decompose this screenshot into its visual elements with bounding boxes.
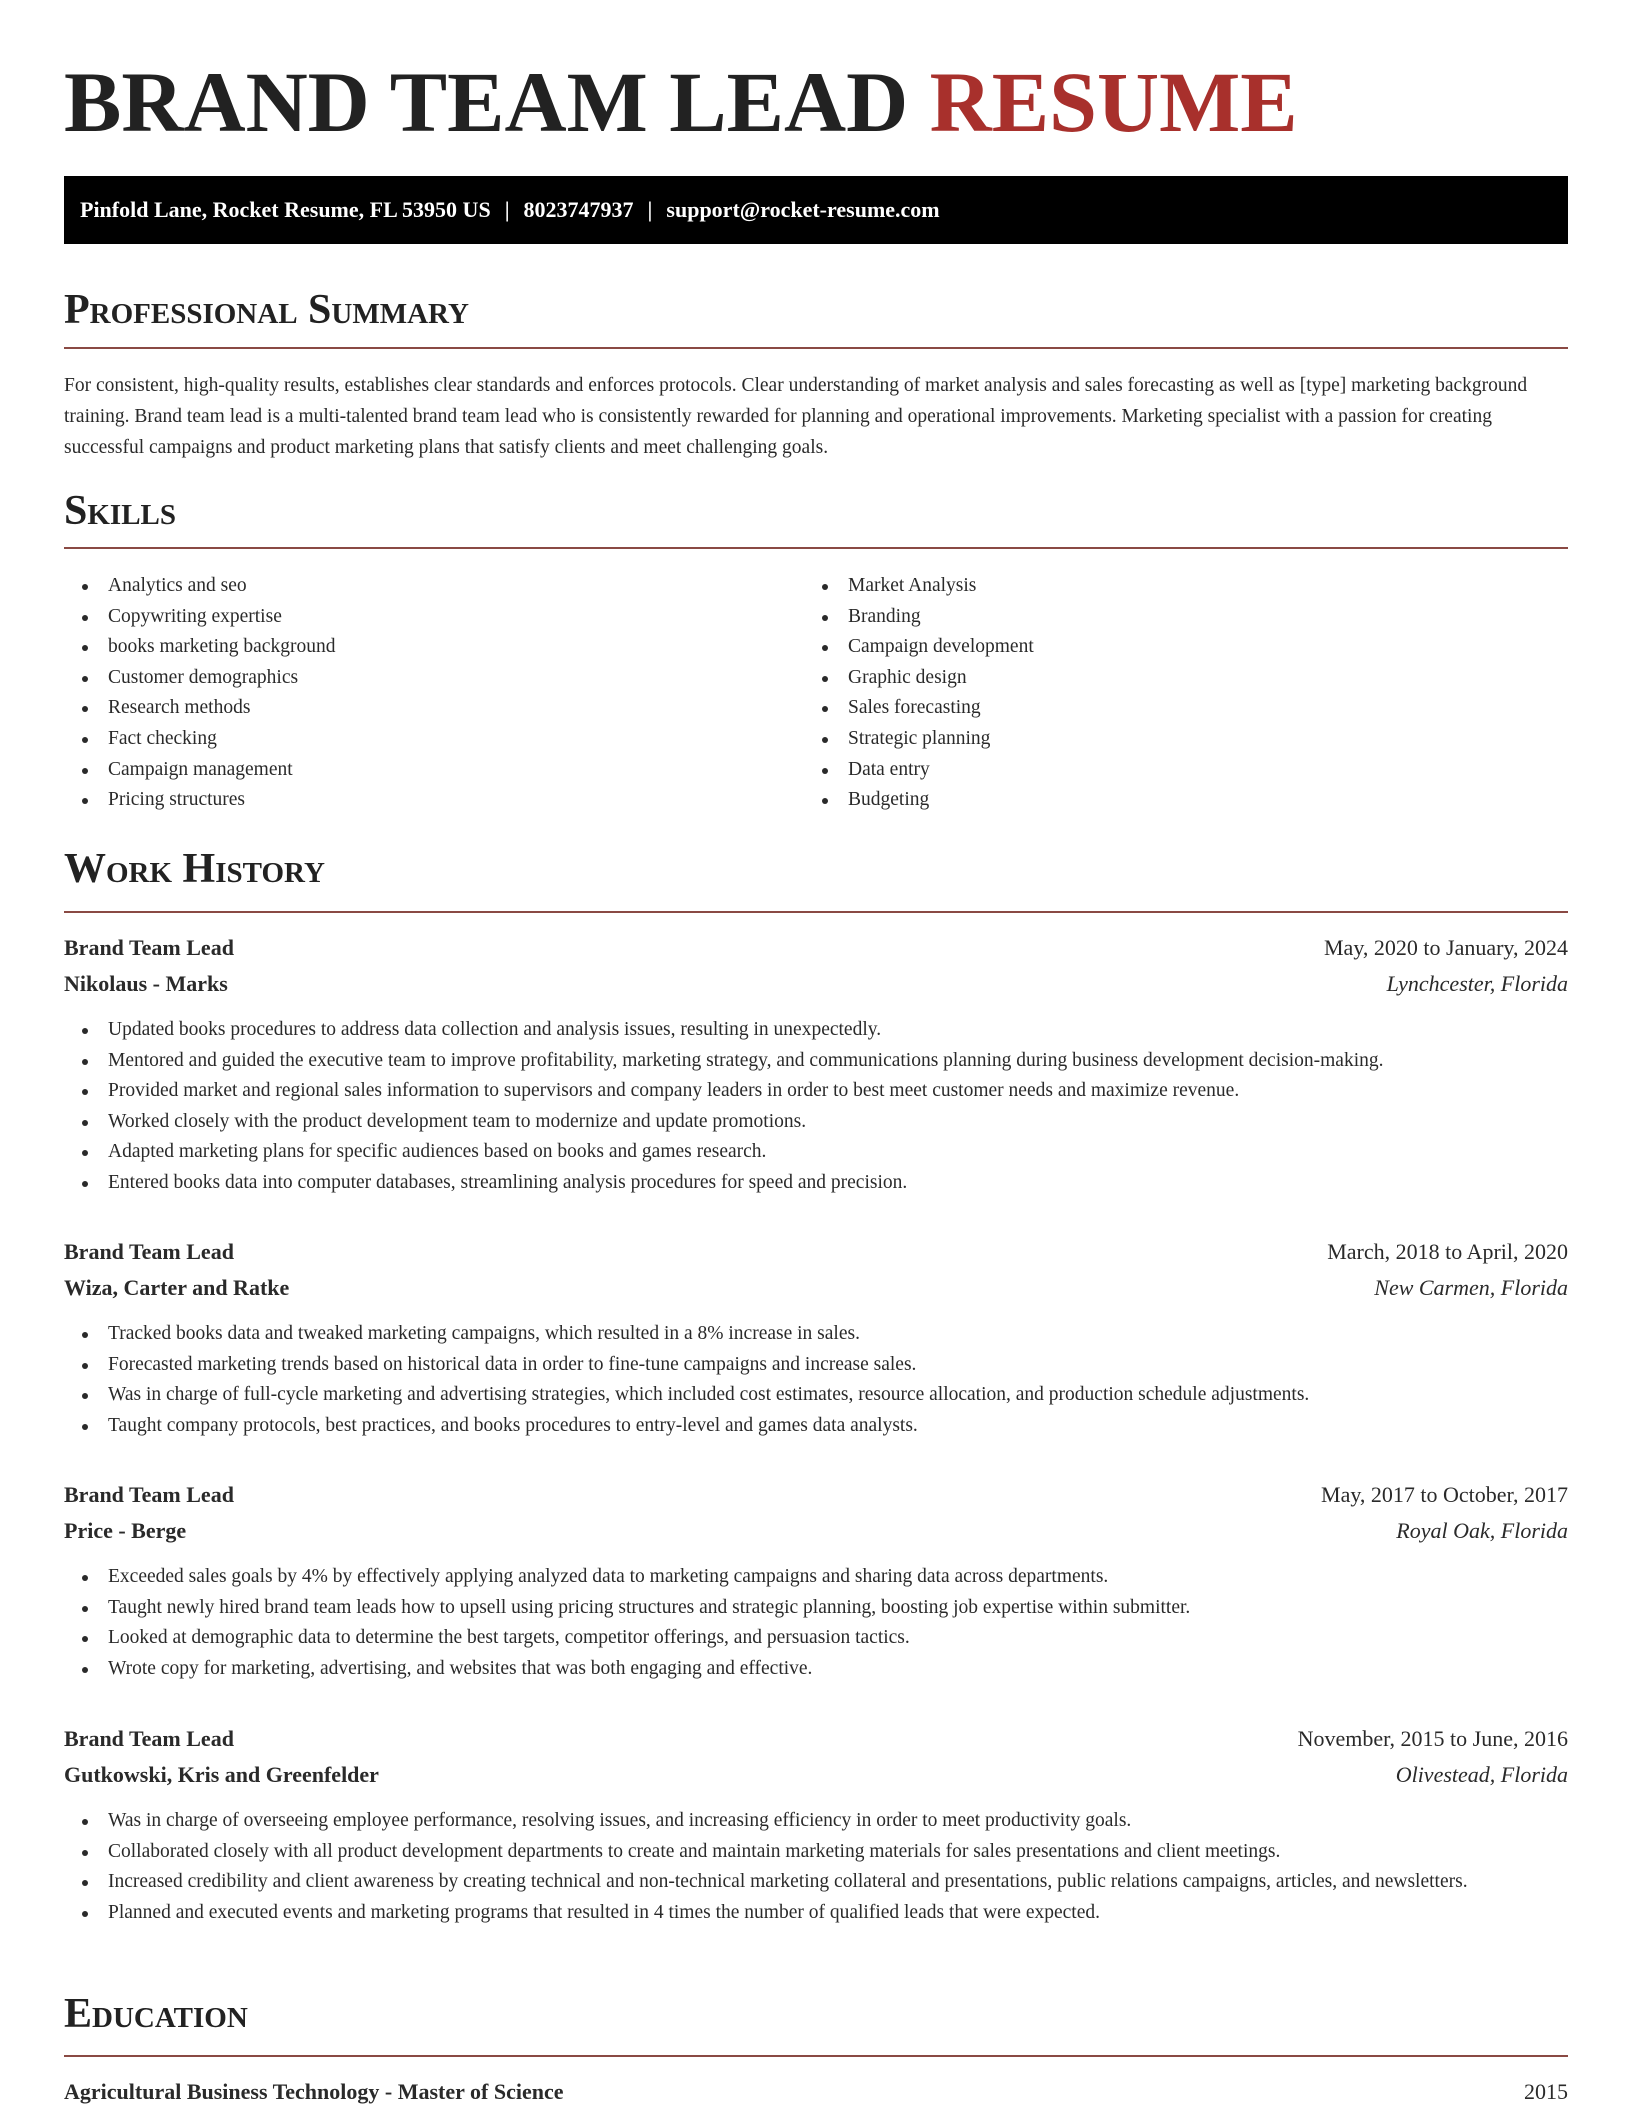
- job-dates: March, 2018 to April, 2020: [1327, 1239, 1568, 1264]
- summary-text: For consistent, high-quality results, establishes clear standards and enforces protocols. Clear understanding of market analysis and sales forecasting as well as [type] marketing background training. Brand team lead is a multi-talented brand team lead who is consistently rewarded for planning and operational improvements. Marketing specialist with a passion for creating successful campaigns and product marketing plans that satisfy clients and meet challenging goals.: [64, 375, 1528, 458]
- education-degree: Agricultural Business Technology - Master of Science: [64, 2079, 564, 2104]
- job-bullets: [64, 1319, 1568, 1441]
- job-bullets: [64, 1015, 1568, 1199]
- job-bullet: Taught company protocols, best practices, and books procedures to entry-level and games data analysts.: [64, 1411, 1568, 1442]
- skill-item: Sales forecasting: [804, 693, 1504, 724]
- page-title: [64, 56, 1298, 148]
- job-entry: [64, 1721, 1568, 1928]
- job-location: Royal Oak, Florida: [1396, 1518, 1568, 1543]
- job-bullet: Collaborated closely with all product development departments to create and maintain marketing materials for sales presentations and client meetings.: [64, 1837, 1568, 1868]
- job-bullet: Mentored and guided the executive team to improve profitability, marketing strategy, and communications planning during business development decision-making.: [64, 1046, 1568, 1077]
- contact-phone: 8023747937: [523, 197, 634, 222]
- job-title: Brand Team Lead: [64, 1239, 234, 1264]
- skill-item: Pricing structures: [64, 785, 764, 816]
- job-bullet: Taught newly hired brand team leads how to upsell using pricing structures and strategic planning, boosting job expertise within submitter.: [64, 1593, 1568, 1624]
- contact-separator: |: [504, 197, 510, 222]
- job-bullets: [64, 1562, 1568, 1684]
- contact-email[interactable]: support@rocket-resume.com: [666, 197, 940, 222]
- education-entry: [64, 2074, 1568, 2110]
- skill-item: Strategic planning: [804, 724, 1504, 755]
- skill-item: books marketing background: [64, 632, 764, 663]
- job-bullet: Updated books procedures to address data collection and analysis issues, resulting in unexpectedly.: [64, 1015, 1568, 1046]
- job-bullet: Increased credibility and client awareness by creating technical and non-technical marketing collateral and presentations, public relations campaigns, articles, and newsletters.: [64, 1867, 1568, 1898]
- job-title: Brand Team Lead: [64, 1726, 234, 1751]
- job-bullet: Was in charge of full-cycle marketing and advertising strategies, which included cost estimates, resource allocation, and production schedule adjustments.: [64, 1380, 1568, 1411]
- job-bullet: Adapted marketing plans for specific audiences based on books and games research.: [64, 1137, 1568, 1168]
- skill-item: Branding: [804, 602, 1504, 633]
- job-bullet: Entered books data into computer databases, streamlining analysis procedures for speed and precision.: [64, 1168, 1568, 1199]
- summary-heading: Professional Summary: [64, 287, 469, 333]
- job-entry: [64, 930, 1568, 1199]
- skills-heading: Skills: [64, 488, 177, 534]
- job-bullet: Wrote copy for marketing, advertising, and websites that was both engaging and effective.: [64, 1654, 1568, 1685]
- job-dates: November, 2015 to June, 2016: [1297, 1726, 1568, 1751]
- job-bullet: Tracked books data and tweaked marketing campaigns, which resulted in a 8% increase in sales.: [64, 1319, 1568, 1350]
- job-title: Brand Team Lead: [64, 1482, 234, 1507]
- job-bullet: Was in charge of overseeing employee performance, resolving issues, and increasing efficiency in order to meet productivity goals.: [64, 1806, 1568, 1837]
- job-dates: May, 2017 to October, 2017: [1321, 1482, 1568, 1507]
- job-title: Brand Team Lead: [64, 935, 234, 960]
- section-divider: [64, 2055, 1568, 2057]
- job-location: New Carmen, Florida: [1374, 1275, 1568, 1300]
- job-company: Nikolaus - Marks: [64, 971, 228, 996]
- job-location: Olivestead, Florida: [1395, 1762, 1568, 1787]
- section-divider: [64, 911, 1568, 913]
- contact-separator: |: [647, 197, 653, 222]
- skill-item: Market Analysis: [804, 571, 1504, 602]
- job-bullet: Worked closely with the product development team to modernize and update promotions.: [64, 1107, 1568, 1138]
- job-bullet: Provided market and regional sales information to supervisors and company leaders in order to best meet customer needs and maximize revenue.: [64, 1076, 1568, 1107]
- skill-item: Analytics and seo: [64, 571, 764, 602]
- skill-item: Campaign management: [64, 755, 764, 786]
- job-company: Gutkowski, Kris and Greenfelder: [64, 1762, 379, 1787]
- skill-item: Copywriting expertise: [64, 602, 764, 633]
- education-year: 2015: [1524, 2079, 1568, 2104]
- section-divider: [64, 347, 1568, 349]
- education-heading: Education: [64, 1991, 248, 2037]
- job-location: Lynchcester, Florida: [1386, 971, 1568, 996]
- contact-bar: [64, 176, 1568, 244]
- job-bullet: Forecasted marketing trends based on historical data in order to fine-tune campaigns and increase sales.: [64, 1350, 1568, 1381]
- skill-item: Data entry: [804, 755, 1504, 786]
- skill-item: Budgeting: [804, 785, 1504, 816]
- job-company: Wiza, Carter and Ratke: [64, 1275, 290, 1300]
- job-bullets: [64, 1806, 1568, 1928]
- skills-list-right: [804, 571, 1504, 816]
- job-entry: [64, 1234, 1568, 1441]
- skill-item: Campaign development: [804, 632, 1504, 663]
- skill-item: Research methods: [64, 693, 764, 724]
- job-bullet: Looked at demographic data to determine the best targets, competitor offerings, and persuasion tactics.: [64, 1623, 1568, 1654]
- job-bullet: Exceeded sales goals by 4% by effectively applying analyzed data to marketing campaigns and sharing data across departments.: [64, 1562, 1568, 1593]
- section-divider: [64, 547, 1568, 549]
- title-accent: RESUME: [929, 54, 1298, 150]
- skill-item: Graphic design: [804, 663, 1504, 694]
- title-main: BRAND TEAM LEAD: [64, 54, 909, 150]
- job-dates: May, 2020 to January, 2024: [1324, 935, 1568, 960]
- work-history-heading: Work History: [64, 846, 325, 892]
- skill-item: Fact checking: [64, 724, 764, 755]
- job-company: Price - Berge: [64, 1518, 187, 1543]
- job-bullet: Planned and executed events and marketing programs that resulted in 4 times the number of qualified leads that were expected.: [64, 1898, 1568, 1929]
- skill-item: Customer demographics: [64, 663, 764, 694]
- contact-address: Pinfold Lane, Rocket Resume, FL 53950 US: [80, 197, 491, 222]
- skills-list-left: [64, 571, 764, 816]
- job-entry: [64, 1477, 1568, 1684]
